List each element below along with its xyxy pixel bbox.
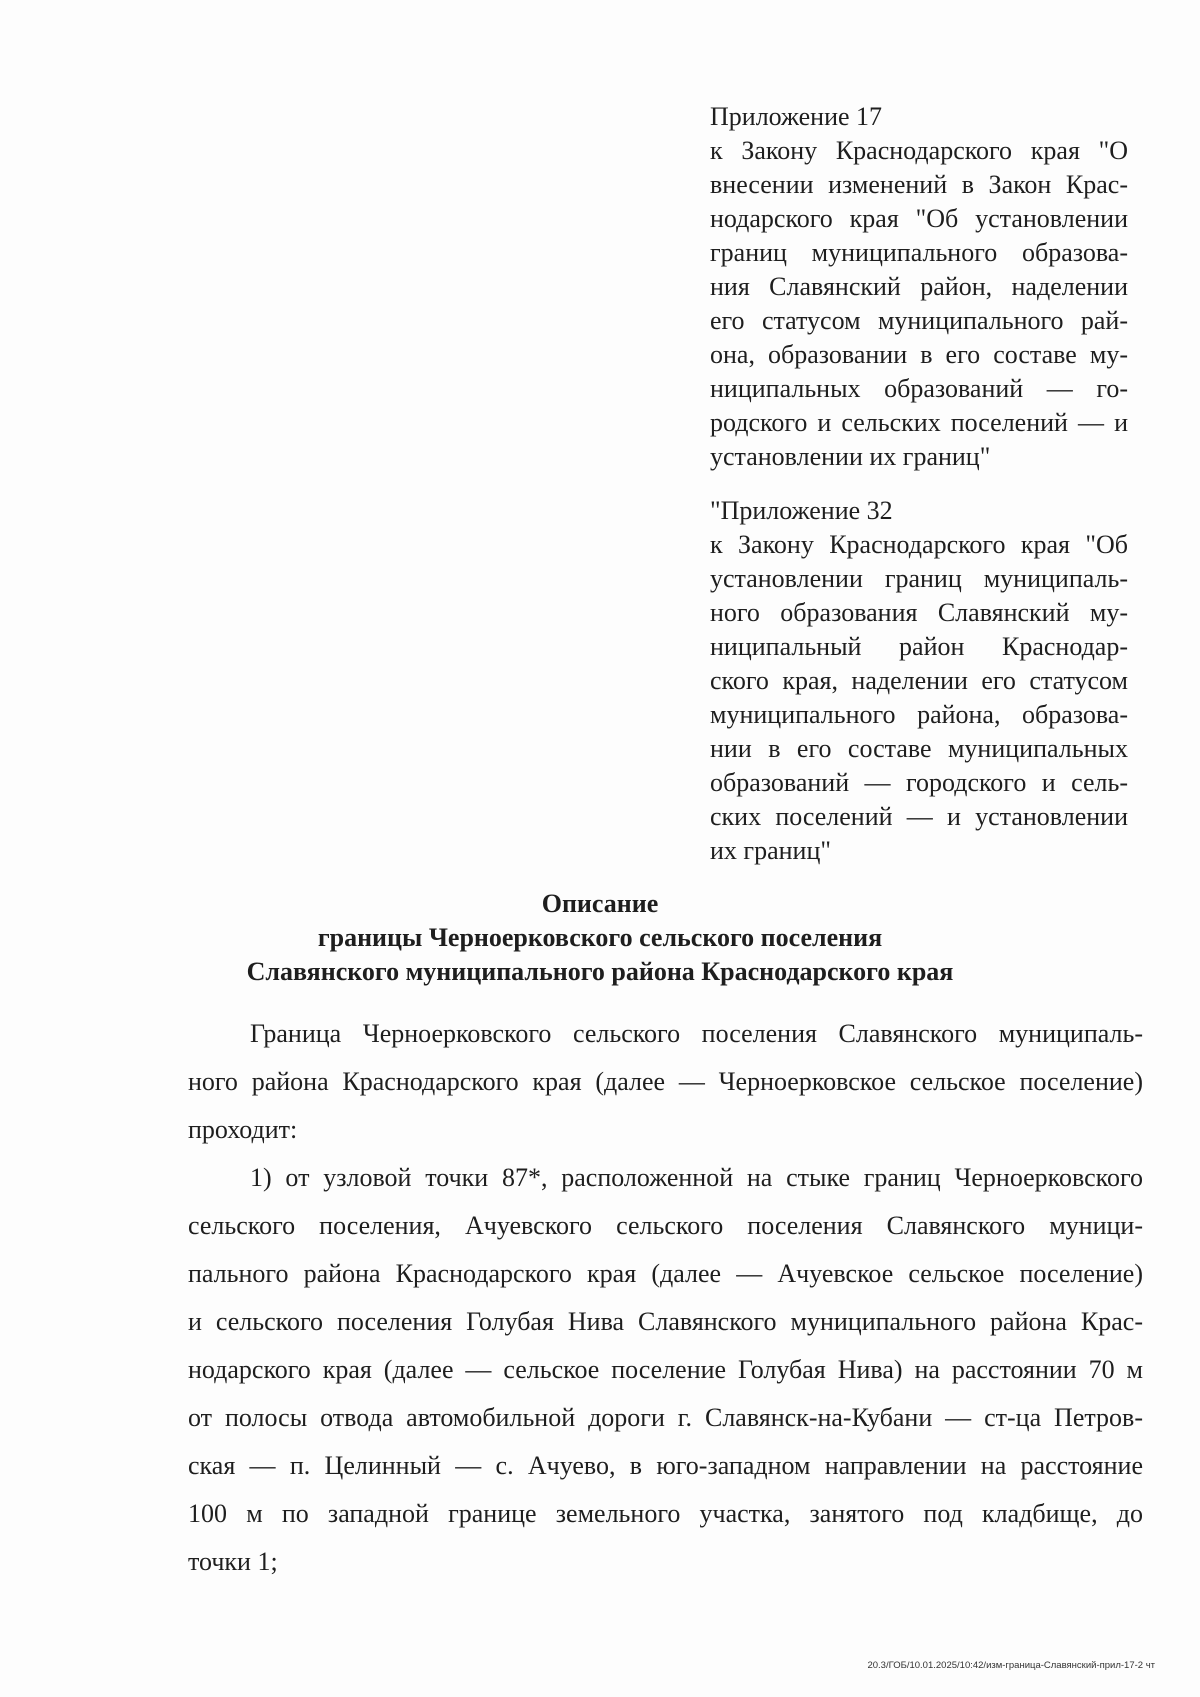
annex-17-line: родского и сельских поселений — и (710, 408, 1128, 437)
document-heading (150, 887, 1050, 989)
annex-17-line: внесении изменений в Закон Крас- (710, 170, 1128, 199)
paragraph-line: и сельского поселения Голубая Нива Славянского муниципального района Крас- (188, 1307, 1143, 1336)
annex-17-line: она, образовании в его составе му- (710, 340, 1128, 369)
annex-17-line: установлении их границ" (710, 442, 991, 471)
annex-32-line: их границ" (710, 836, 831, 865)
paragraph-line: Граница Черноерковского сельского поселения Славянского муниципаль- (250, 1019, 1143, 1048)
annex-17-line: ниципальных образований — го- (710, 374, 1128, 403)
heading-line: Славянского муниципального района Краснодарского края (246, 957, 954, 986)
annex-32-line: муниципального района, образова- (710, 700, 1128, 729)
annex-32-line: установлении границ муниципаль- (710, 564, 1128, 593)
annex-32-line: ниципальный район Краснодар- (710, 632, 1128, 661)
paragraph-line: 100 м по западной границе земельного участка, занятого под кладбище, до (188, 1499, 1143, 1528)
heading-line: Описание (541, 889, 659, 918)
annex-32-line: ских поселений — и установлении (710, 802, 1128, 831)
paragraph-line: сельского поселения, Ачуевского сельского поселения Славянского муници- (188, 1211, 1143, 1240)
boundary-point-1-paragraph (188, 1154, 1143, 1586)
paragraph-line: ного района Краснодарского края (далее — Черноерковское сельское поселение) (188, 1067, 1143, 1096)
paragraph-line: пального района Краснодарского края (далее — Ачуевское сельское поселение) (188, 1259, 1143, 1288)
annex-32-line: ского края, наделении его статусом (710, 666, 1128, 695)
annex-32-line: к Закону Краснодарского края "Об (710, 530, 1128, 559)
paragraph-line: ская — п. Целинный — с. Ачуево, в юго-западном направлении на расстояние (188, 1451, 1143, 1480)
annex-17-line: нодарского края "Об установлении (710, 204, 1128, 233)
paragraph-line: точки 1; (188, 1547, 278, 1576)
intro-paragraph (188, 1010, 1143, 1154)
heading-line: границы Черноерковского сельского поселения (317, 923, 883, 952)
annex-32-line: ного образования Славянский му- (710, 598, 1128, 627)
paragraph-line: проходит: (188, 1115, 298, 1144)
paragraph-line: от полосы отвода автомобильной дороги г. Славянск-на-Кубани — ст-ца Петров- (188, 1403, 1143, 1432)
annex-17-line: его статусом муниципального рай- (710, 306, 1128, 335)
annex-32-header (710, 494, 1128, 868)
annex-17-header (710, 100, 1128, 474)
paragraph-line: 1) от узловой точки 87*, расположенной на стыке границ Черноерковского (250, 1163, 1143, 1192)
annex-32-line: образований — городского и сель- (710, 768, 1128, 797)
annex-17-line: к Закону Краснодарского края "О (710, 136, 1128, 165)
annex-17-line: ния Славянский район, наделении (710, 272, 1128, 301)
annex-32-line: нии в его составе муниципальных (710, 734, 1128, 763)
annex-17-line: границ муниципального образова- (710, 238, 1128, 267)
annex-17-line: Приложение 17 (710, 102, 883, 131)
document-footer-code: 20.3/ГОБ/10.01.2025/10:42/изм-граница-Славянский-прил-17-2 чт (867, 1660, 1155, 1671)
annex-32-line: "Приложение 32 (710, 496, 893, 525)
paragraph-line: нодарского края (далее — сельское поселение Голубая Нива) на расстоянии 70 м (188, 1355, 1143, 1384)
